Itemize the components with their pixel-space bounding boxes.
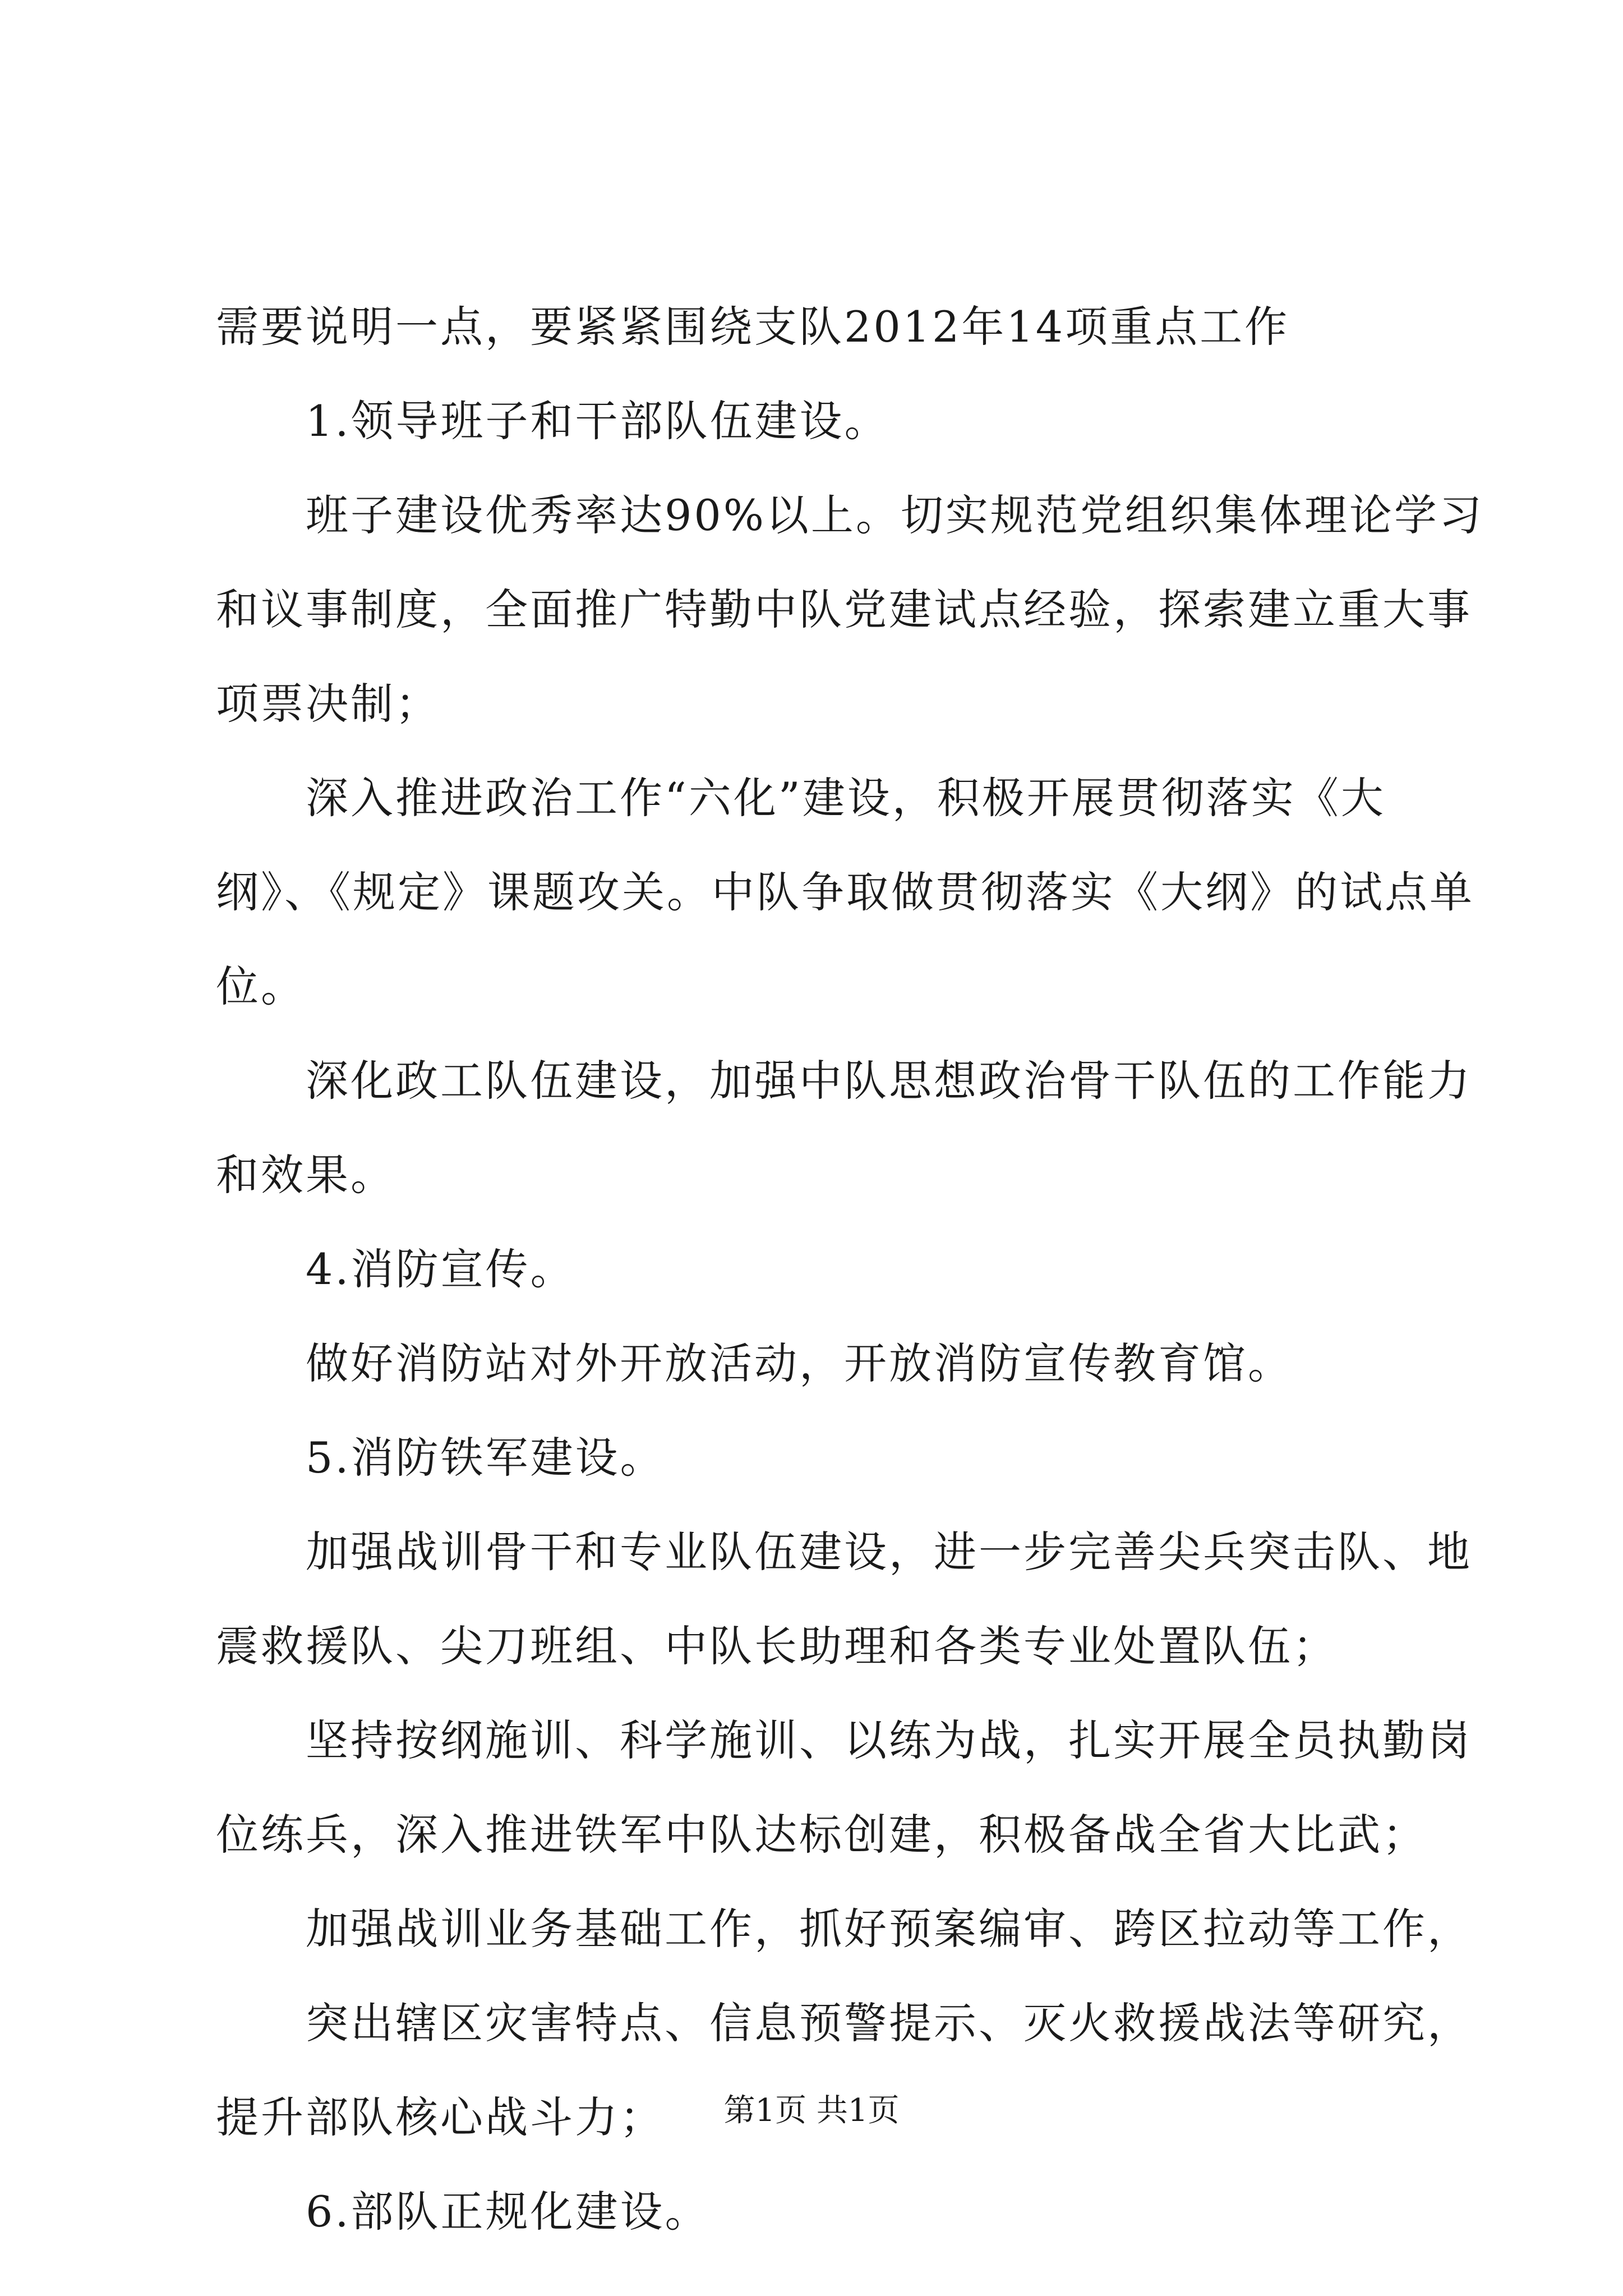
text-line: 需要说明一点，要紧紧围绕支队2012年14项重点工作 — [216, 302, 1290, 352]
text-line: 做好消防站对外开放活动，开放消防宣传教育馆。 — [306, 1338, 1293, 1388]
section-heading: 6.部队正规化建设。 — [306, 2187, 710, 2237]
text-line: 震救援队、尖刀班组、中队长助理和各类专业处置队伍； — [216, 1621, 1338, 1671]
text-line: 班子建设优秀率达90%以上。切实规范党组织集体理论学习 — [306, 490, 1484, 540]
text-line: 项票决制； — [216, 679, 440, 729]
text-line: 位练兵，深入推进铁军中队达标创建，积极备战全省大比武； — [216, 1810, 1427, 1860]
text-line: 提升部队核心战斗力； — [216, 2092, 665, 2142]
text-line: 加强战训骨干和专业队伍建设，进一步完善尖兵突击队、地 — [306, 1527, 1472, 1577]
document-body — [216, 302, 1484, 2285]
section-heading: 1.领导班子和干部队伍建设。 — [306, 396, 889, 446]
text-line: 和议事制度，全面推广特勤中队党建试点经验，探索建立重大事 — [216, 585, 1472, 634]
text-line: 突出辖区灾害特点、信息预警提示、灭火救援战法等研究， — [306, 1998, 1472, 2048]
page-number-footer: 第1页 共1页 — [723, 2092, 900, 2129]
text-line: 纲》、《规定》课题攻关。中队争取做贯彻落实《大纲》的试点单 — [216, 867, 1474, 917]
text-line: 位。 — [216, 961, 306, 1011]
text-line: 加强战训业务基础工作，抓好预案编审、跨区拉动等工作， — [306, 1904, 1472, 1954]
section-heading: 5.消防铁军建设。 — [306, 1433, 665, 1483]
text-line: 深化政工队伍建设，加强中队思想政治骨干队伍的工作能力 — [306, 1056, 1472, 1106]
text-line: 和效果。 — [216, 1150, 395, 1200]
section-heading: 4.消防宣传。 — [306, 1244, 575, 1294]
text-line: 坚持按纲施训、科学施训、以练为战，扎实开展全员执勤岗 — [306, 1715, 1472, 1765]
text-line: 深入推进政治工作“六化”建设，积极开展贯彻落实《大 — [306, 773, 1386, 823]
